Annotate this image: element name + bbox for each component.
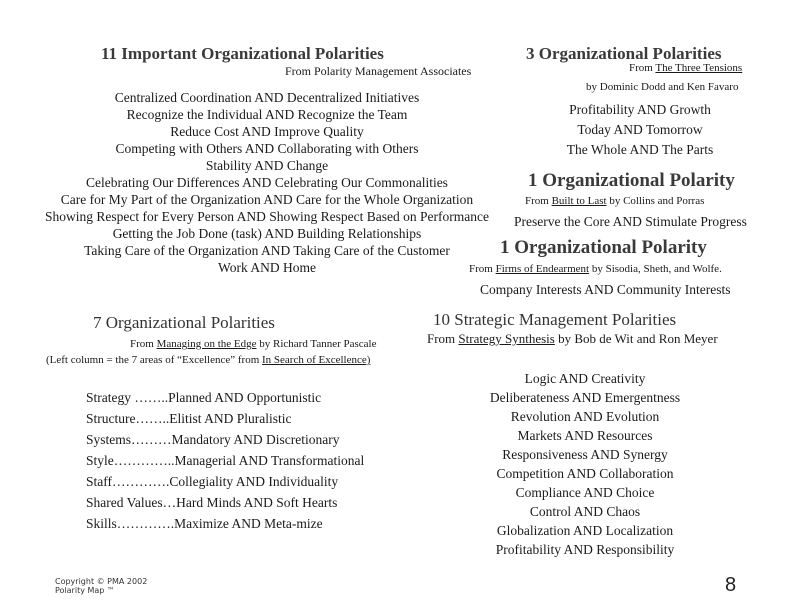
source-prefix: From: [525, 195, 552, 207]
section-3-authors: by Dominic Dodd and Ken Favaro: [586, 81, 739, 93]
list-item: Staff………….Collegiality AND Individuality: [86, 474, 339, 489]
list-item: Style…………..Managerial AND Transformational: [86, 453, 365, 468]
list-item: Stability AND Change: [205, 158, 329, 173]
page-number: 8: [725, 574, 737, 596]
list-item: Control AND Chaos: [529, 504, 641, 519]
list-item: Competing with Others AND Collaborating with Others: [115, 141, 419, 156]
section-3-list: [530, 100, 750, 160]
brand-text: Polarity Map ™: [55, 586, 115, 595]
section-10-source: [427, 331, 718, 347]
section-11-source: From Polarity Management Associates: [285, 64, 472, 78]
list-item: Centralized Coordination AND Decentralized Initiatives: [114, 90, 420, 105]
footer-copyright: [55, 577, 147, 595]
list-item: Getting the Job Done (task) AND Building Relationships: [112, 226, 422, 241]
list-item: Profitability AND Responsibility: [495, 542, 675, 557]
source-prefix: From: [427, 331, 459, 346]
source-prefix: From: [629, 62, 656, 74]
section-7-note: [46, 354, 370, 366]
list-item: The Whole AND The Parts: [566, 142, 714, 157]
list-item: Logic AND Creativity: [524, 371, 646, 386]
source-book-title: Managing on the Edge: [156, 338, 257, 350]
source-suffix: by Sisodia, Sheth, and Wolfe.: [589, 263, 722, 275]
list-item: Showing Respect for Every Person AND Showing Respect Based on Performance: [45, 209, 489, 224]
section-11-title: 11 Important Organizational Polarities: [101, 44, 384, 63]
list-item: Work AND Home: [218, 260, 316, 275]
source-suffix: by Richard Tanner Pascale: [256, 338, 377, 350]
list-item: Revolution AND Evolution: [510, 409, 660, 424]
section-10-title: 10 Strategic Management Polarities: [433, 310, 677, 329]
list-item: Reduce Cost AND Improve Quality: [170, 124, 364, 139]
source-suffix: by Bob de Wit and Ron Meyer: [554, 331, 718, 346]
section-1b-source: [469, 263, 722, 275]
list-item: Skills………….Maximize AND Meta-mize: [86, 516, 323, 531]
note-book-title: In Search of Excellence): [262, 354, 371, 366]
section-1b-title: 1 Organizational Polarity: [500, 237, 707, 258]
list-item: Recognize the Individual AND Recognize the Team: [126, 107, 408, 122]
list-item: Strategy ……..Planned AND Opportunistic: [86, 390, 322, 405]
copyright-text: Copyright © PMA 2002: [55, 577, 148, 586]
section-7-source: [130, 338, 377, 350]
section-11-list: [0, 89, 534, 276]
source-book-title: Firms of Endearment: [495, 263, 590, 275]
list-item: Markets AND Resources: [517, 428, 653, 443]
source-prefix: From: [469, 263, 496, 275]
list-item: Shared Values…Hard Minds AND Soft Hearts: [86, 495, 338, 510]
list-item: Care for My Part of the Organization AND Care for the Whole Organization: [60, 192, 474, 207]
note-prefix: (Left column = the 7 areas of “Excellence” from: [46, 354, 263, 366]
section-1a-title: 1 Organizational Polarity: [528, 170, 735, 191]
list-item: Globalization AND Localization: [496, 523, 674, 538]
source-book-title: Built to Last: [551, 195, 607, 207]
list-item: Celebrating Our Differences AND Celebrating Our Commonalities: [86, 175, 448, 190]
list-item: Competition AND Collaboration: [496, 466, 674, 481]
source-book-title: The Three Tensions: [655, 62, 743, 74]
list-item: Today AND Tomorrow: [577, 122, 703, 137]
list-item: Structure……..Elitist AND Pluralistic: [86, 411, 292, 426]
section-1b-item: Company Interests AND Community Interests: [480, 282, 731, 297]
list-item: Systems………Mandatory AND Discretionary: [86, 432, 340, 447]
section-10-list: [460, 369, 710, 559]
source-prefix: From: [130, 338, 157, 350]
list-item: Profitability AND Growth: [569, 102, 711, 117]
source-suffix: by Collins and Porras: [606, 195, 705, 207]
list-item: Taking Care of the Organization AND Taking Care of the Customer: [84, 243, 450, 258]
section-7-title: 7 Organizational Polarities: [93, 313, 275, 332]
list-item: Responsiveness AND Synergy: [502, 447, 668, 462]
list-item: Compliance AND Choice: [515, 485, 655, 500]
list-item: Deliberateness AND Emergentness: [489, 390, 681, 405]
section-3-source: [629, 62, 742, 74]
section-1a-item: Preserve the Core AND Stimulate Progress: [514, 214, 747, 229]
section-1a-source: [525, 195, 704, 207]
section-7-list: [86, 387, 364, 534]
source-book-title: Strategy Synthesis: [458, 331, 555, 346]
section-3-title: 3 Organizational Polarities: [526, 44, 722, 63]
